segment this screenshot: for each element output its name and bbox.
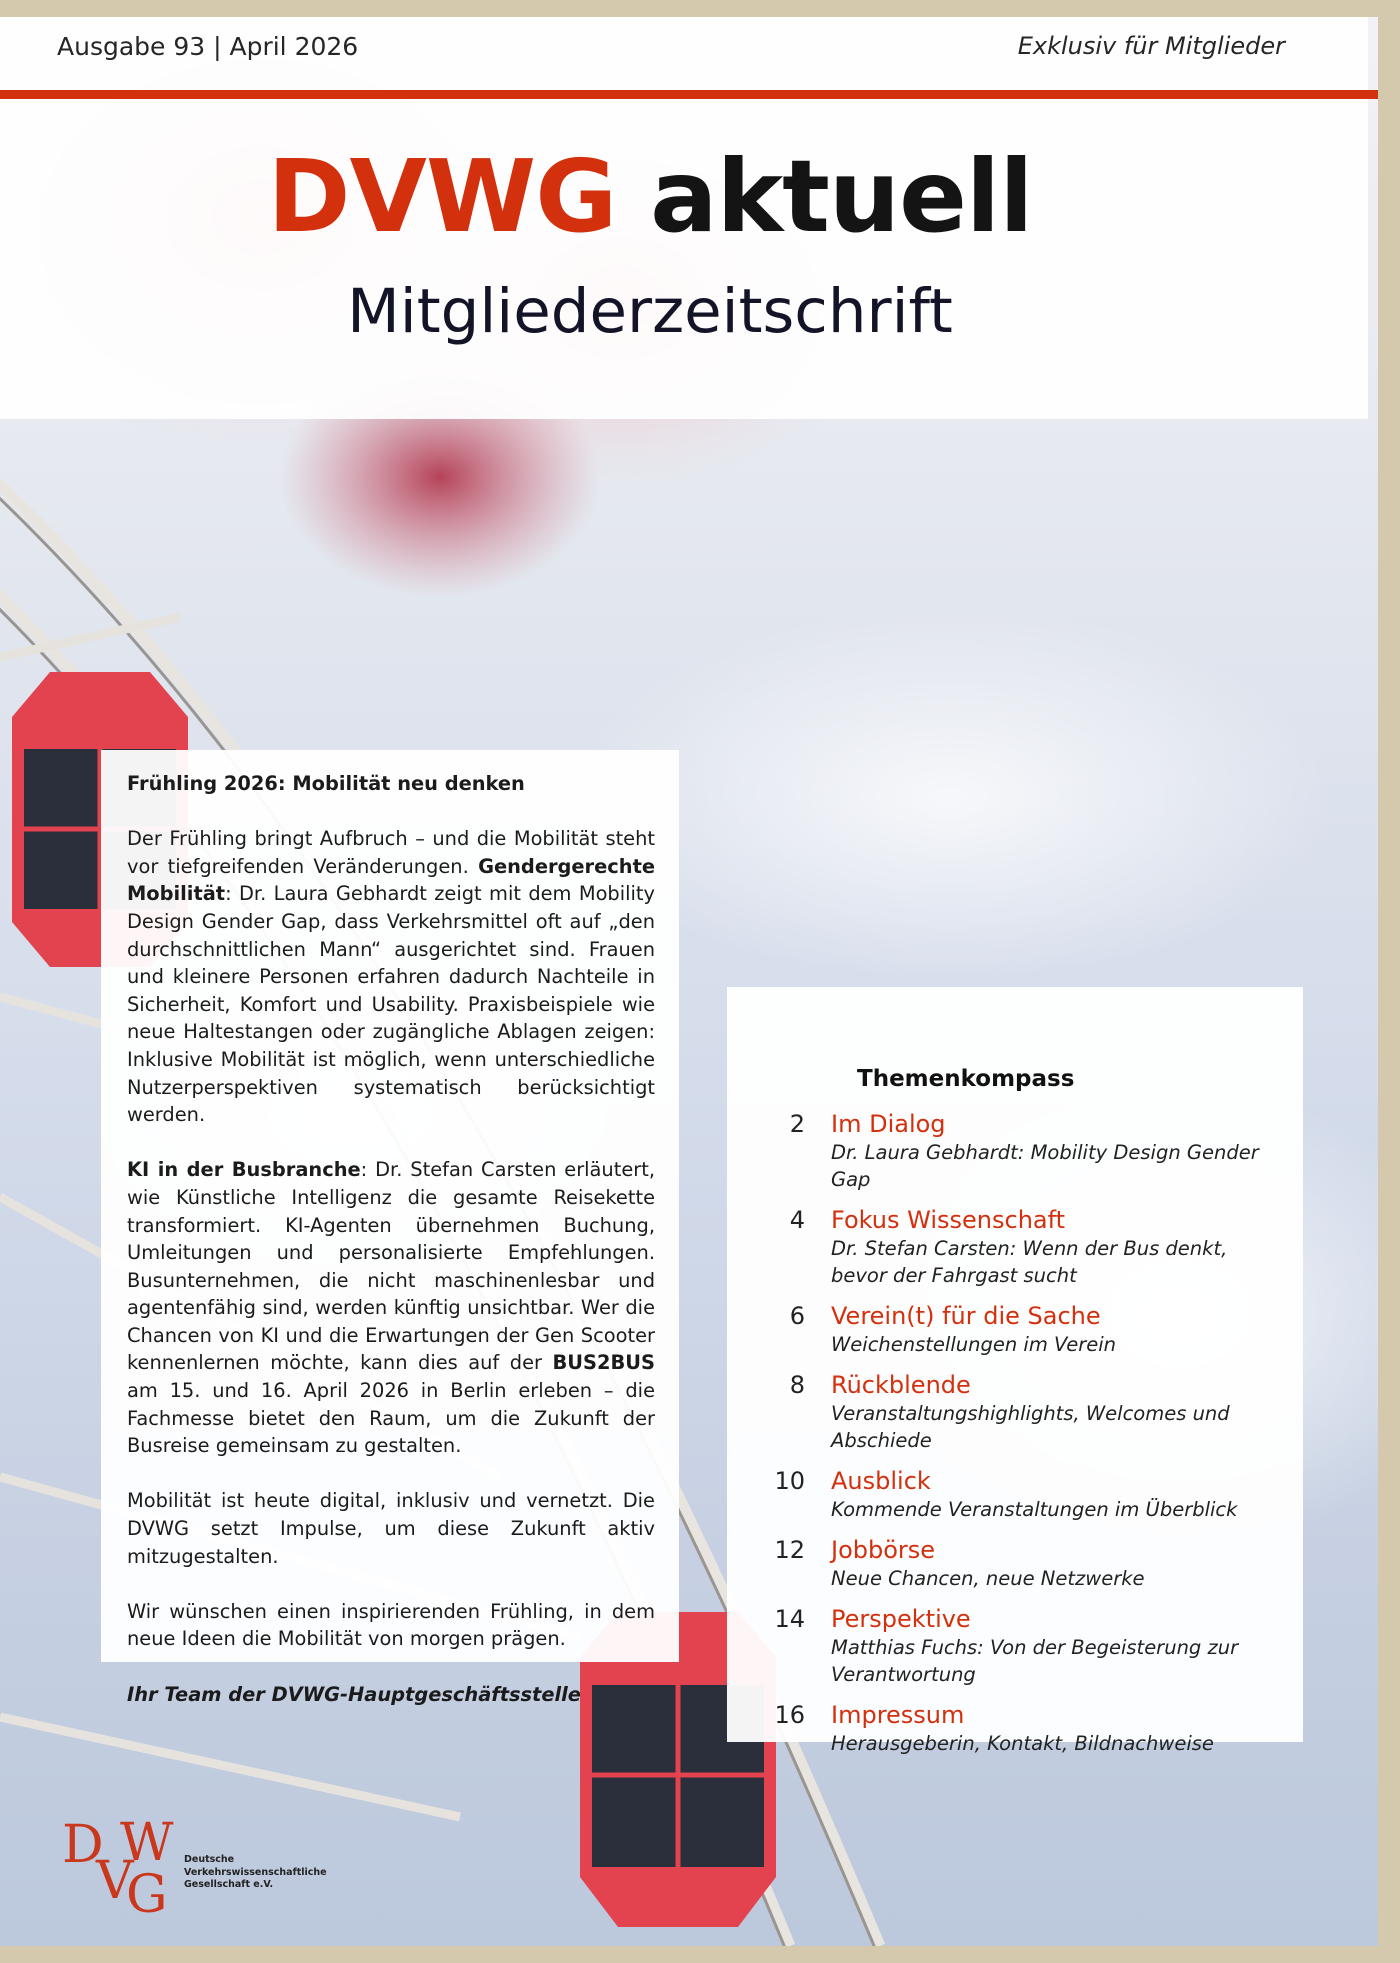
toc-title: Ausblick bbox=[831, 1467, 931, 1495]
toc-page-number: 10 bbox=[774, 1467, 805, 1495]
toc-subtitle: Matthias Fuchs: Von der Begeisterung zur Verantwortung bbox=[831, 1636, 1239, 1686]
logo-line-3: Gesellschaft e.V. bbox=[184, 1879, 274, 1890]
toc-title: Fokus Wissenschaft bbox=[831, 1206, 1066, 1234]
p1-intro: Der Frühling bringt Aufbruch – und die Mobilität steht vor tiefgreifenden Veränderungen. bbox=[127, 827, 655, 878]
editorial-paragraph-3: Mobilität ist heute digital, inklusiv und vernetzt. Die DVWG setzt Impulse, um diese Zukunft aktiv mitzugestalten. bbox=[127, 1489, 655, 1568]
logo-line-2: Verkehrswissenschaftliche bbox=[184, 1866, 327, 1878]
toc-subtitle: Dr. Stefan Carsten: Wenn der Bus denkt, bevor der Fahrgast sucht bbox=[831, 1237, 1228, 1287]
logo-letter-g: G bbox=[126, 1865, 168, 1925]
dvwg-logo bbox=[62, 1813, 327, 1927]
header-divider bbox=[0, 90, 1378, 99]
toc-title: Impressum bbox=[831, 1701, 965, 1729]
dvwg-monogram bbox=[62, 1813, 182, 1927]
editorial-headline: Frühling 2026: Mobilität neu denken bbox=[127, 772, 525, 795]
toc-title: Jobbörse bbox=[831, 1536, 936, 1564]
toc-entry[interactable] bbox=[727, 1205, 1283, 1289]
magazine-title bbox=[0, 138, 1300, 255]
p1-bold: Gendergerechte Mobilität bbox=[127, 854, 655, 906]
toc-title: Rückblende bbox=[831, 1371, 971, 1399]
toc-entry[interactable] bbox=[727, 1535, 1283, 1592]
toc-entry[interactable] bbox=[727, 1301, 1283, 1358]
toc-page-number: 4 bbox=[789, 1206, 805, 1234]
title-aktuell: aktuell bbox=[650, 138, 1033, 255]
logo-line-1: Deutsche bbox=[184, 1854, 235, 1865]
cover-page bbox=[0, 17, 1378, 1946]
p2-bold: KI in der Busbranche bbox=[127, 1158, 361, 1182]
p2-mid: : Dr. Stefan Carsten erläutert, wie Künstliche Intelligenz die gesamte Reisekette transformiert. KI-Agenten übernehmen Buchung, Umleitungen und personalisierte Empfehlungen. Busunternehmen, die nicht maschinenlesbar und agentenfähig sind, werden künftig unsichtbar. Wer die Chancen von KI und die Erwartungen der Gen Scooter kennenlernen möchte, kann dies auf der bbox=[127, 1158, 655, 1375]
logo-letter-d: D bbox=[62, 1815, 104, 1875]
toc-subtitle: Weichenstellungen im Verein bbox=[831, 1333, 1117, 1356]
title-dvwg: DVWG bbox=[267, 138, 617, 255]
toc-subtitle: Herausgeberin, Kontakt, Bildnachweise bbox=[831, 1732, 1214, 1755]
p2-bus2bus: BUS2BUS bbox=[552, 1351, 655, 1375]
toc-page-number: 12 bbox=[774, 1536, 805, 1564]
toc-entry[interactable] bbox=[727, 1604, 1283, 1688]
issue-info: Ausgabe 93 | April 2026 bbox=[57, 32, 359, 61]
magazine-subtitle: Mitgliederzeitschrift bbox=[347, 276, 953, 347]
toc-page-number: 2 bbox=[789, 1110, 805, 1138]
toc-subtitle: Dr. Laura Gebhardt: Mobility Design Gender Gap bbox=[831, 1141, 1259, 1191]
masthead bbox=[0, 17, 1368, 419]
logo-wordmark bbox=[184, 1854, 327, 1892]
toc-entry[interactable] bbox=[727, 1700, 1283, 1757]
toc-subtitle: Veranstaltungshighlights, Welcomes und Abschiede bbox=[831, 1402, 1230, 1452]
editorial-box bbox=[101, 750, 679, 1706]
editorial-paragraph-4: Wir wünschen einen inspirierenden Frühling, in dem neue Ideen die Mobilität von morgen prägen. bbox=[127, 1599, 655, 1651]
toc-page-number: 14 bbox=[774, 1605, 805, 1633]
toc-entry[interactable] bbox=[727, 1370, 1283, 1454]
toc-subtitle: Neue Chancen, neue Netzwerke bbox=[831, 1567, 1145, 1590]
p1-rest: : Dr. Laura Gebhardt zeigt mit dem Mobility Design Gender Gap, dass Verkehrsmittel oft auf „den durchschnittlichen Mann“ ausgerichtet sind. Frauen und kleinere Personen erfahren dadurch Nachteile in Sicherheit, Komfort und Usability. Praxisbeispiele wie neue Haltestangen oder zugängliche Ablagen zeigen: Inklusive Mobilität ist möglich, wenn unterschiedliche Nutzerperspektiven systematisch berücksichtigt werden. bbox=[127, 882, 655, 1127]
editorial-paragraph-2 bbox=[127, 1156, 655, 1460]
logo-letter-v: V bbox=[96, 1851, 134, 1911]
toc-page-number: 16 bbox=[774, 1701, 805, 1729]
table-of-contents bbox=[727, 987, 1303, 1755]
toc-entry[interactable] bbox=[727, 1466, 1283, 1523]
toc-title: Verein(t) für die Sache bbox=[831, 1302, 1101, 1330]
editorial-signature: Ihr Team der DVWG-Hauptgeschäftsstelle bbox=[127, 1682, 581, 1706]
editorial-paragraph-1 bbox=[127, 825, 655, 1129]
p2-end: am 15. und 16. April 2026 in Berlin erleben – die Fachmesse bietet den Raum, um die Zukunft der Busreise gemeinsam zu gestalten. bbox=[127, 1379, 655, 1458]
toc-title: Perspektive bbox=[831, 1605, 971, 1633]
toc-title: Im Dialog bbox=[831, 1110, 946, 1138]
toc-heading: Themenkompass bbox=[857, 1066, 1075, 1092]
members-only-note: Exklusiv für Mitglieder bbox=[1017, 32, 1285, 60]
toc-page-number: 6 bbox=[789, 1302, 805, 1330]
toc-entry[interactable] bbox=[727, 1109, 1283, 1193]
toc-subtitle: Kommende Veranstaltungen im Überblick bbox=[831, 1498, 1238, 1521]
toc-page-number: 8 bbox=[789, 1371, 805, 1399]
logo-letter-w: W bbox=[120, 1813, 174, 1873]
